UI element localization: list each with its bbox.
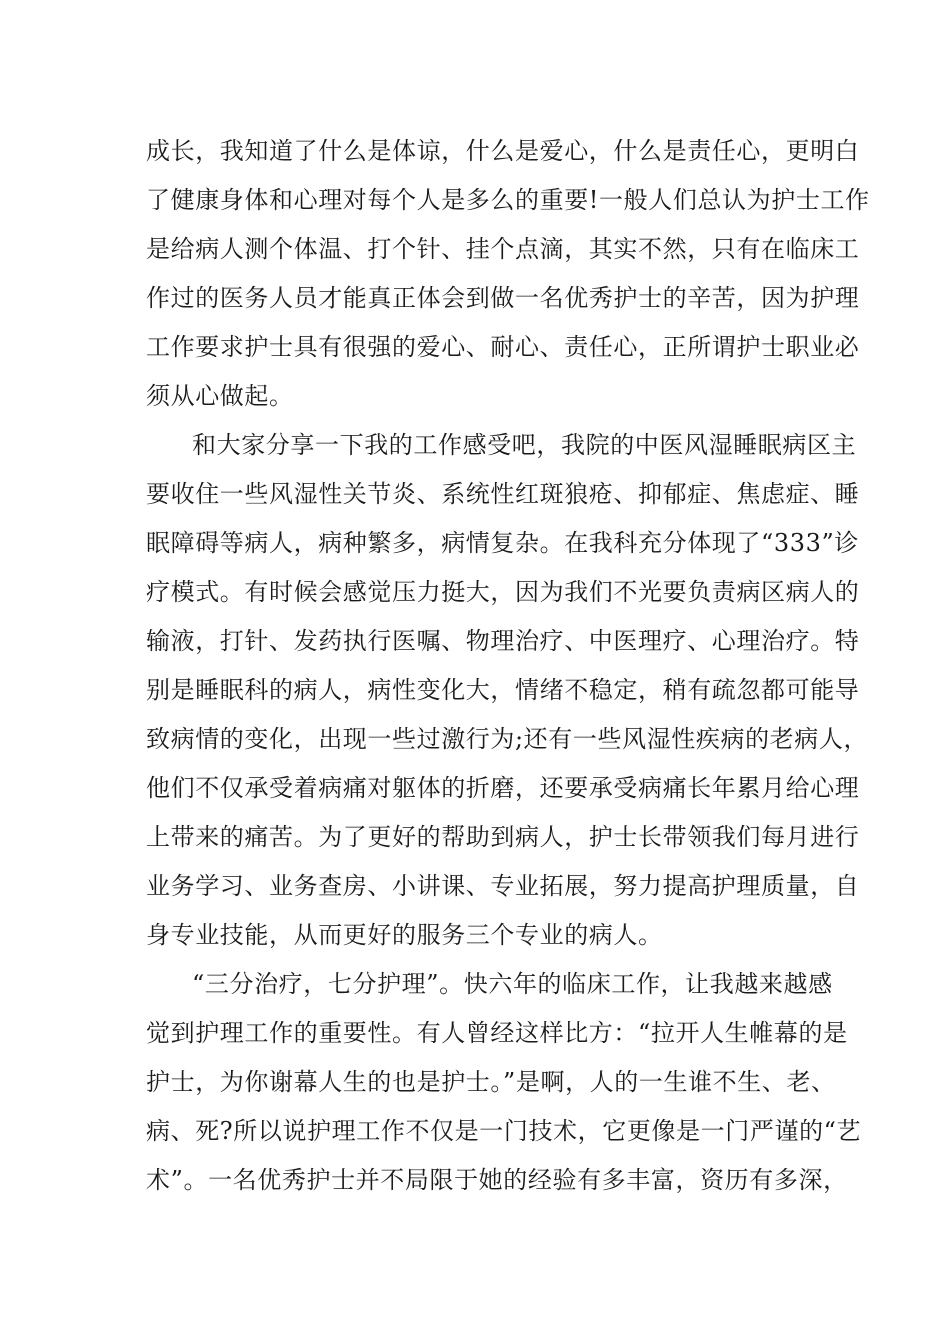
paragraph-1-line-5: 工作要求护士具有很强的爱心、耐心、责任心，正所谓护士职业必 (146, 333, 860, 361)
paragraph-2-line-7: 致病情的变化，出现一些过激行为;还有一些风湿性疾病的老病人， (146, 725, 869, 753)
paragraph-1-line-3: 是给病人测个体温、打个针、挂个点滴，其实不然，只有在临床工 (146, 235, 860, 263)
paragraph-2-line-4: 疗模式。有时候会感觉压力挺大，因为我们不光要负责病区病人的 (146, 578, 860, 606)
paragraph-1-line-4: 作过的医务人员才能真正体会到做一名优秀护士的辛苦，因为护理 (146, 284, 860, 312)
paragraph-2-line-2: 要收住一些风湿性关节炎、系统性红斑狼疮、抑郁症、焦虑症、睡 (146, 480, 860, 508)
paragraph-2-line-9: 上带来的痛苦。为了更好的帮助到病人，护士长带领我们每月进行 (146, 823, 860, 851)
paragraph-3-line-1: “三分治疗，七分护理”。快六年的临床工作，让我越来越感 (192, 970, 833, 998)
paragraph-3-line-3: 护士，为你谢幕人生的也是护士。”是啊，人的一生谁不生、老、 (146, 1068, 836, 1096)
paragraph-3-line-5: 术”。一名优秀护士并不局限于她的经验有多丰富，资历有多深， (146, 1166, 848, 1194)
paragraph-2-line-11: 身专业技能，从而更好的服务三个专业的病人。 (146, 921, 663, 949)
paragraph-1-line-2: 了健康身体和心理对每个人是多么的重要!一般人们总认为护士工作 (146, 186, 870, 214)
paragraph-2-line-8: 他们不仅承受着病痛对躯体的折磨，还要承受病痛长年累月给心理 (146, 774, 860, 802)
paragraph-2-line-3: 眠障碍等病人，病种繁多，病情复杂。在我科充分体现了“333”诊 (146, 529, 859, 557)
paragraph-1-line-6: 须从心做起。 (146, 382, 294, 410)
paragraph-1-line-1: 成长，我知道了什么是体谅，什么是爱心，什么是责任心，更明白 (146, 137, 860, 165)
paragraph-3-line-4: 病、死?所以说护理工作不仅是一门技术，它更像是一门严谨的“艺 (146, 1117, 862, 1145)
paragraph-3-line-2: 觉到护理工作的重要性。有人曾经这样比方：“拉开人生帷幕的是 (146, 1019, 848, 1047)
paragraph-2-line-10: 业务学习、业务查房、小讲课、专业拓展，努力提高护理质量，自 (146, 872, 860, 900)
paragraph-2-line-6: 别是睡眠科的病人，病性变化大，情绪不稳定，稍有疏忽都可能导 (146, 676, 860, 704)
paragraph-2-line-5: 输液，打针、发药执行医嘱、物理治疗、中医理疗、心理治疗。特 (146, 627, 860, 655)
paragraph-2-line-1: 和大家分享一下我的工作感受吧，我院的中医风湿睡眠病区主 (192, 431, 857, 459)
